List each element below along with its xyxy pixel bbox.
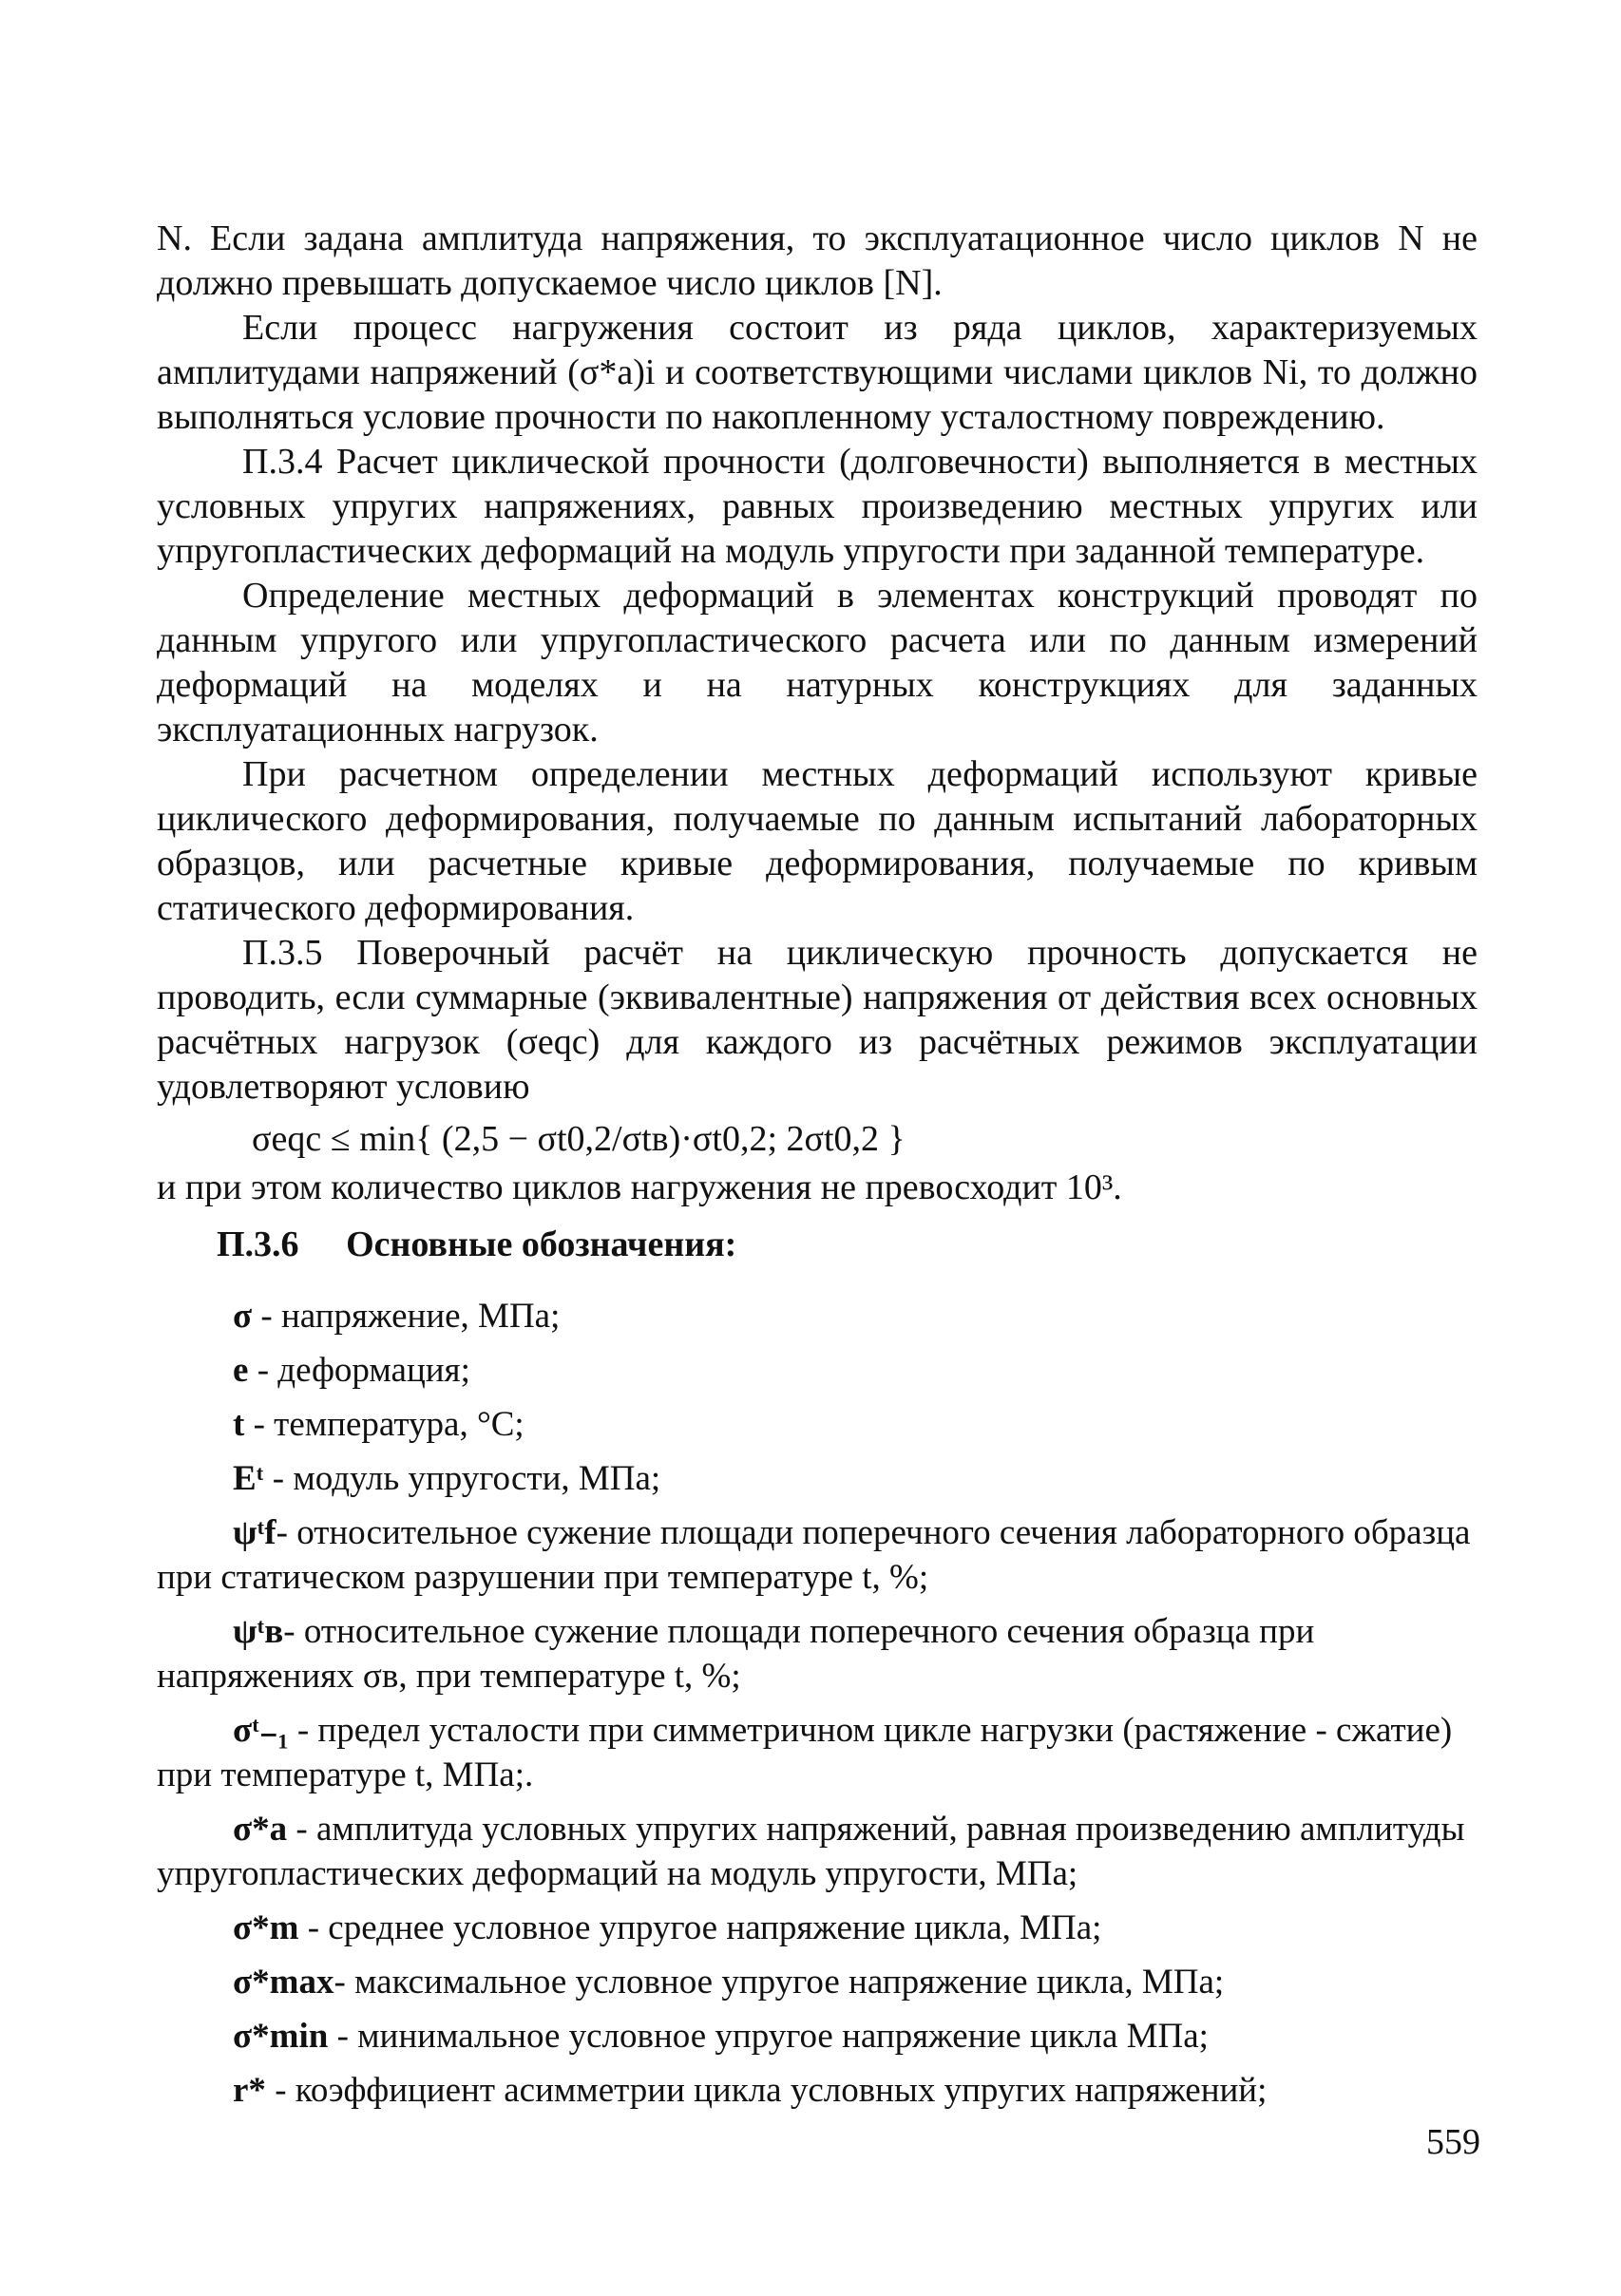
definition-item xyxy=(157,1906,1478,1950)
definition-symbol: σ xyxy=(233,1297,253,1336)
section-title xyxy=(217,1224,1478,1265)
definition-item xyxy=(157,2014,1478,2059)
formula: σeqc ≤ min{ (2,5 − σt0,2/σtв)·σt0,2; 2σt0,2 } xyxy=(252,1119,906,1159)
definition-item xyxy=(157,1960,1478,2004)
definition-symbol: e xyxy=(233,1351,249,1390)
document-body xyxy=(157,217,1478,2122)
definition-symbol: ψᵗв xyxy=(233,1612,284,1651)
definition-symbol: σᵗ₋₁ xyxy=(233,1711,289,1750)
paragraph-4: Определение местных деформаций в элементах конструкций проводят по данным упругого или упругопластического расчета или по данным измерений деформаций на моделях и на натурных конструкциях для заданных эксплуатационных нагрузок. xyxy=(157,576,1478,750)
paragraph-p34: П.3.4 Расчет циклической прочности (долговечности) выполняется в местных условных упругих напряжениях, равных произведению местных упругих или упругопластических деформаций на модуль упругости при заданной температуре. xyxy=(157,442,1478,571)
definition-symbol: σ*min xyxy=(233,2017,329,2056)
definitions-list xyxy=(157,1294,1478,2113)
definition-text: - максимальное условное упругое напряжение цикла, МПа; xyxy=(334,1963,1225,2002)
definition-text: - среднее условное упругое напряжение цикла, МПа; xyxy=(298,1908,1102,1947)
definition-text: - деформация; xyxy=(248,1351,470,1390)
definition-item xyxy=(157,1609,1478,1698)
section-number: П.3.6 xyxy=(217,1224,299,1264)
definition-symbol: ψᵗf xyxy=(233,1513,277,1552)
paragraph-7: и при этом количество циклов нагружения не превосходит 10³. xyxy=(157,1167,1122,1207)
definition-item xyxy=(157,2068,1478,2113)
definition-symbol: t xyxy=(233,1405,245,1444)
definition-item xyxy=(157,1294,1478,1338)
definition-text: - амплитуда условных упругих напряжений, равная произведению амплитуды упругопластических деформаций на модуль упругости, МПа; xyxy=(157,1810,1465,1893)
definition-symbol: σ*m xyxy=(233,1908,299,1947)
definition-symbol: Eᵗ xyxy=(233,1459,264,1498)
page-number: 559 xyxy=(1426,2122,1480,2162)
section-title-text: Основные обозначения: xyxy=(346,1224,737,1264)
definition-text: - модуль упругости, МПа; xyxy=(263,1459,661,1498)
paragraph-2: Если процесс нагружения состоит из ряда циклов, характеризуемых амплитудами напряжений (σ*a)i и соответствующими числами циклов Ni, то должно выполняться условие прочности по накопленному усталостному повреждению. xyxy=(157,308,1478,437)
definition-text: - температура, °С; xyxy=(244,1405,524,1444)
definition-text: - минимальное условное упругое напряжение цикла МПа; xyxy=(328,2017,1209,2056)
definition-item xyxy=(157,1807,1478,1896)
definition-text: - предел усталости при симметричном цикле нагрузки (растяжение - сжатие) при температуре t, МПа;. xyxy=(157,1711,1453,1794)
definition-item xyxy=(157,1708,1478,1797)
definition-symbol: σ*max xyxy=(233,1963,334,2002)
definition-text: - коэффициент асимметрии цикла условных упругих напряжений; xyxy=(265,2071,1268,2110)
definition-symbol: r* xyxy=(233,2071,266,2110)
definition-symbol: σ*a xyxy=(233,1810,288,1849)
definition-item xyxy=(157,1348,1478,1393)
definition-text: - относительное сужение площади поперечного сечения лабораторного образца при статическом разрушении при температуре t, %; xyxy=(157,1513,1471,1597)
definition-text: - напряжение, МПа; xyxy=(252,1297,561,1336)
definition-item xyxy=(157,1456,1478,1501)
paragraph-p35: П.3.5 Поверочный расчёт на циклическую прочность допускается не проводить, если суммарные (эквивалентные) напряжения от действия всех основных расчётных нагрузок (σeqc) для каждого из расчётных режимов эксплуатации удовлетворяют условию xyxy=(157,933,1478,1107)
definition-item xyxy=(157,1402,1478,1447)
definition-item xyxy=(157,1510,1478,1600)
paragraph-1: N. Если задана амплитуда напряжения, то эксплуатационное число циклов N не должно превышать допускаемое число циклов [N]. xyxy=(157,218,1478,303)
paragraph-5: При расчетном определении местных деформаций используют кривые циклического деформирования, получаемые по данным испытаний лабораторных образцов, или расчетные кривые деформирования, получаемые по кривым статического деформирования. xyxy=(157,754,1478,928)
definition-text: - относительное сужение площади поперечного сечения образца при напряжениях σв, при температуре t, %; xyxy=(157,1612,1315,1696)
